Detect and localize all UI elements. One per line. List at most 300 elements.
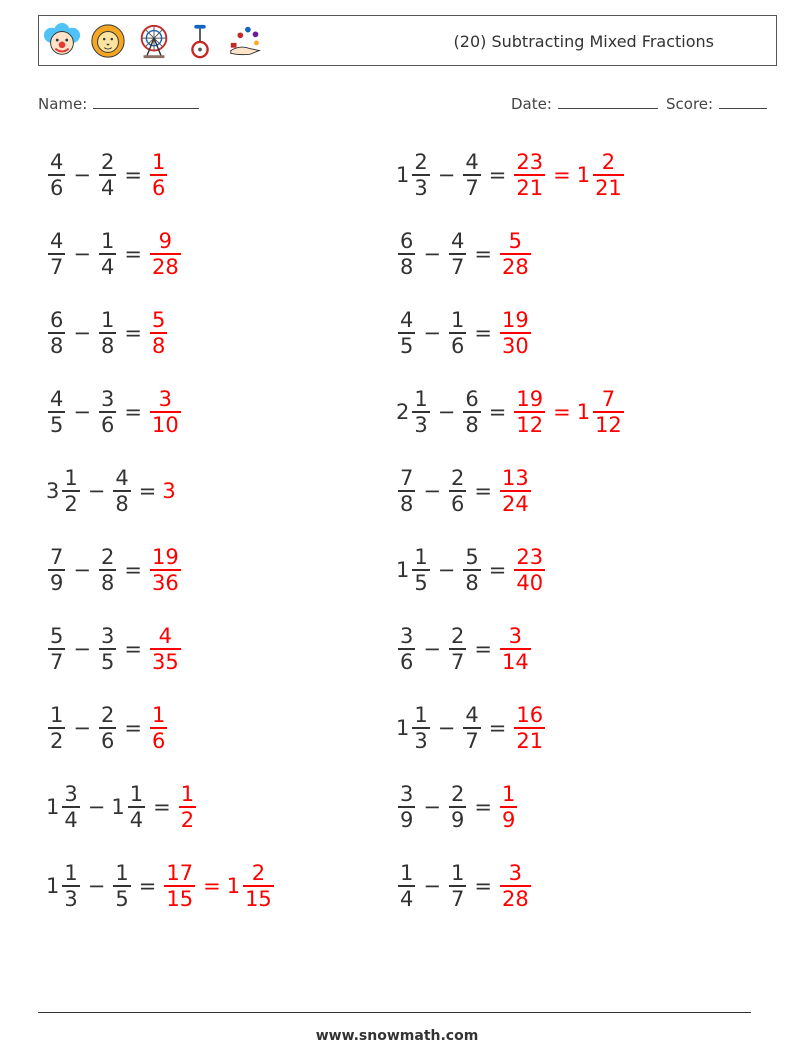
- minuend-numerator: 4: [50, 387, 64, 412]
- subtrahend: [111, 861, 132, 911]
- answer-value-whole: 3: [162, 479, 176, 503]
- answer-value-fraction: [150, 387, 181, 437]
- clown-icon: [43, 22, 81, 60]
- subtrahend-fraction: [463, 150, 480, 200]
- minuend: [46, 782, 82, 832]
- problem-p13: [46, 617, 183, 681]
- answer-value-denominator: 8: [151, 333, 166, 358]
- date-field[interactable]: [511, 92, 658, 114]
- ferris-wheel-icon: [135, 22, 173, 60]
- equals-sign: =: [153, 795, 171, 819]
- answer-value-denominator: 6: [151, 728, 166, 753]
- minus-sign: −: [73, 163, 91, 187]
- problem-p19: [46, 854, 276, 918]
- minus-sign: −: [437, 716, 456, 740]
- answer-value-denominator: 14: [501, 649, 529, 674]
- subtrahend-fraction: [99, 308, 116, 358]
- minuend-fraction: [48, 703, 65, 753]
- subtrahend: [111, 782, 147, 832]
- subtrahend: [447, 229, 468, 279]
- subtrahend-numerator: 1: [450, 861, 465, 886]
- answer-value: [512, 703, 547, 753]
- minuend: [46, 545, 67, 595]
- answer-value-numerator: 3: [158, 387, 173, 412]
- minuend: [46, 703, 67, 753]
- answer-value-denominator: 21: [516, 728, 544, 753]
- subtrahend-denominator: 4: [100, 254, 115, 279]
- date-label: Date:: [511, 95, 552, 113]
- subtrahend-denominator: 6: [450, 491, 465, 516]
- minuend-numerator: 1: [50, 703, 64, 728]
- answer-value-numerator: 1: [180, 782, 195, 807]
- minuend: [396, 466, 417, 516]
- answer-mixed-value-fraction: [593, 150, 624, 200]
- subtrahend-numerator: 5: [465, 545, 479, 570]
- answer-mixed-value-whole: 1: [576, 163, 591, 187]
- subtrahend: [447, 308, 468, 358]
- answer-value: [177, 782, 198, 832]
- subtrahend-numerator: 3: [100, 624, 115, 649]
- answer-value-denominator: 2: [180, 807, 195, 832]
- minuend: [396, 782, 417, 832]
- problem-p12: [396, 538, 547, 602]
- subtrahend: [447, 466, 468, 516]
- subtrahend-numerator: 3: [100, 387, 115, 412]
- subtrahend: [97, 387, 118, 437]
- answer: [498, 229, 533, 279]
- subtrahend-denominator: 7: [450, 886, 465, 911]
- minuend: [46, 308, 67, 358]
- subtrahend: [97, 229, 118, 279]
- subtrahend-denominator: 8: [100, 570, 115, 595]
- subtrahend-fraction: [128, 782, 145, 832]
- name-field[interactable]: [38, 92, 199, 114]
- subtrahend-numerator: 4: [450, 229, 465, 254]
- minuend-whole: 1: [46, 874, 60, 898]
- answer-value-numerator: 23: [516, 545, 544, 570]
- minuend-whole: 1: [396, 163, 410, 187]
- answer-mixed-value-denominator: 15: [245, 886, 272, 911]
- minuend-denominator: 7: [50, 649, 64, 674]
- answer-value-numerator: 19: [516, 387, 544, 412]
- subtrahend-fraction: [449, 861, 466, 911]
- minus-sign: −: [87, 479, 106, 503]
- minuend: [46, 229, 67, 279]
- answer-value: [148, 308, 169, 358]
- answer-mixed-value: [577, 387, 626, 437]
- subtrahend-numerator: 2: [450, 466, 465, 491]
- subtrahend-fraction: [113, 861, 130, 911]
- juggling-icon: [227, 22, 265, 60]
- answer-value-numerator: 13: [501, 466, 529, 491]
- minuend-fraction: [412, 150, 429, 200]
- equals-sign: =: [488, 163, 507, 187]
- equals-sign: =: [474, 242, 492, 266]
- problem-p10: [396, 459, 533, 523]
- minuend: [46, 861, 82, 911]
- worksheet-title: (20) Subtracting Mixed Fractions: [453, 32, 714, 51]
- answer: [512, 703, 547, 753]
- equals-sign: =: [124, 163, 142, 187]
- answer-mixed-value: [577, 150, 626, 200]
- minus-sign: −: [423, 242, 441, 266]
- score-field[interactable]: [666, 92, 767, 114]
- equals-sign: =: [474, 321, 492, 345]
- subtrahend: [461, 703, 482, 753]
- subtrahend-numerator: 6: [465, 387, 479, 412]
- answer-mixed-value-numerator: 7: [601, 387, 616, 412]
- score-label: Score:: [666, 95, 714, 113]
- answer-value-fraction: [500, 229, 531, 279]
- problem-p6: [396, 301, 533, 365]
- answer-value-denominator: 28: [151, 254, 179, 279]
- problem-p14: [396, 617, 533, 681]
- subtrahend-numerator: 1: [100, 308, 115, 333]
- subtrahend-numerator: 2: [450, 782, 465, 807]
- answer-value: [498, 308, 533, 358]
- minuend-denominator: 4: [400, 886, 414, 911]
- subtrahend-denominator: 7: [450, 254, 465, 279]
- subtrahend-numerator: 1: [450, 308, 465, 333]
- answer-value-fraction: [514, 150, 545, 200]
- minus-sign: −: [87, 874, 106, 898]
- subtrahend-fraction: [99, 703, 116, 753]
- minuend-fraction: [412, 703, 429, 753]
- minuend-denominator: 8: [400, 491, 414, 516]
- minuend-numerator: 3: [400, 782, 414, 807]
- answer-value-fraction: [500, 782, 517, 832]
- answer-value: [512, 150, 547, 200]
- answer-value: [498, 861, 533, 911]
- problem-p11: [46, 538, 183, 602]
- subtrahend: [97, 703, 118, 753]
- score-blank[interactable]: [719, 92, 767, 109]
- subtrahend-numerator: 1: [115, 861, 129, 886]
- minuend-fraction: [398, 861, 415, 911]
- minuend-denominator: 8: [400, 254, 414, 279]
- minuend-numerator: 1: [64, 861, 78, 886]
- name-label: Name:: [38, 95, 88, 113]
- answer-value-fraction: [150, 624, 181, 674]
- problem-p16: [396, 696, 547, 760]
- minus-sign: −: [73, 637, 91, 661]
- equals-sign: =: [124, 242, 142, 266]
- problem-p7: [46, 380, 183, 444]
- answer: [498, 624, 533, 674]
- answer-value: [162, 861, 197, 911]
- subtrahend-numerator: 2: [100, 545, 115, 570]
- subtrahend-fraction: [463, 703, 480, 753]
- minus-sign: −: [423, 479, 441, 503]
- answer-value-fraction: [514, 387, 545, 437]
- minuend-fraction: [48, 150, 65, 200]
- minuend-fraction: [398, 624, 415, 674]
- subtrahend: [97, 308, 118, 358]
- answer-value-numerator: 4: [158, 624, 173, 649]
- minus-sign: −: [73, 558, 91, 582]
- answer-equals-sign: =: [553, 400, 571, 424]
- minuend: [396, 308, 417, 358]
- answer-value-denominator: 15: [166, 886, 194, 911]
- minuend-denominator: 8: [50, 333, 64, 358]
- answer-value-numerator: 1: [151, 703, 166, 728]
- answer-value-denominator: 35: [151, 649, 179, 674]
- answer-mixed-value-numerator: 2: [251, 861, 266, 886]
- minuend-whole: 1: [46, 795, 60, 819]
- answer-value-denominator: 9: [501, 807, 516, 832]
- minuend-numerator: 1: [414, 703, 428, 728]
- answer-mixed-value-whole: 1: [576, 400, 591, 424]
- subtrahend: [111, 466, 132, 516]
- subtrahend-fraction: [449, 229, 466, 279]
- minuend-numerator: 7: [400, 466, 414, 491]
- minuend-denominator: 3: [64, 886, 78, 911]
- header-icons: [43, 20, 265, 62]
- answer-mixed-value-fraction: [243, 861, 274, 911]
- subtrahend-denominator: 8: [100, 333, 115, 358]
- name-blank[interactable]: [93, 92, 199, 109]
- minuend: [46, 150, 67, 200]
- minus-sign: −: [87, 795, 106, 819]
- answer-value-denominator: 30: [501, 333, 529, 358]
- answer: [162, 861, 275, 911]
- answer: [512, 545, 547, 595]
- minuend-denominator: 9: [50, 570, 64, 595]
- subtrahend-fraction: [449, 624, 466, 674]
- subtrahend: [97, 624, 118, 674]
- minuend-denominator: 5: [400, 333, 414, 358]
- equals-sign: =: [474, 874, 492, 898]
- minuend-denominator: 7: [50, 254, 64, 279]
- date-blank[interactable]: [558, 92, 658, 109]
- answer-value-numerator: 23: [516, 150, 544, 175]
- answer-value-numerator: 16: [516, 703, 544, 728]
- answer-value: [512, 387, 547, 437]
- minuend-fraction: [412, 387, 429, 437]
- answer-mixed-value-denominator: 21: [595, 175, 622, 200]
- minuend-fraction: [398, 466, 415, 516]
- subtrahend: [97, 545, 118, 595]
- answer-value-fraction: [150, 308, 167, 358]
- minuend-numerator: 6: [400, 229, 414, 254]
- answer-value: [148, 703, 169, 753]
- minuend-denominator: 5: [414, 570, 428, 595]
- subtrahend-denominator: 4: [129, 807, 144, 832]
- problem-p9: [46, 459, 177, 523]
- minuend-numerator: 7: [50, 545, 64, 570]
- answer-value-fraction: [500, 624, 531, 674]
- minuend-fraction: [412, 545, 429, 595]
- minus-sign: −: [423, 874, 441, 898]
- answer-value-fraction: [150, 150, 167, 200]
- subtrahend-fraction: [99, 150, 116, 200]
- answer-value-denominator: 28: [501, 254, 529, 279]
- answer-mixed-value-fraction: [593, 387, 624, 437]
- subtrahend-fraction: [463, 387, 480, 437]
- answer-value: [498, 782, 519, 832]
- minus-sign: −: [423, 321, 441, 345]
- minuend-numerator: 6: [50, 308, 64, 333]
- lion-icon: [89, 22, 127, 60]
- subtrahend-fraction: [99, 387, 116, 437]
- minuend-denominator: 4: [64, 807, 78, 832]
- minuend: [396, 861, 417, 911]
- minuend-fraction: [398, 782, 415, 832]
- minuend-whole: 2: [396, 400, 410, 424]
- answer-value-fraction: [500, 861, 531, 911]
- minuend-denominator: 9: [400, 807, 414, 832]
- answer-value-numerator: 17: [166, 861, 194, 886]
- equals-sign: =: [124, 637, 142, 661]
- equals-sign: =: [474, 637, 492, 661]
- equals-sign: =: [138, 874, 157, 898]
- minuend-fraction: [48, 624, 65, 674]
- answer-value-fraction: [514, 703, 545, 753]
- minus-sign: −: [73, 321, 91, 345]
- subtrahend-denominator: 8: [465, 570, 479, 595]
- minuend-denominator: 5: [50, 412, 64, 437]
- answer-value: [148, 229, 183, 279]
- minus-sign: −: [73, 716, 91, 740]
- problem-p5: [46, 301, 169, 365]
- subtrahend: [447, 861, 468, 911]
- subtrahend-denominator: 7: [465, 728, 479, 753]
- answer-mixed-value-whole: 1: [226, 874, 241, 898]
- problem-p2: [396, 143, 626, 207]
- minuend-fraction: [48, 545, 65, 595]
- answer: [498, 782, 519, 832]
- answer-value-denominator: 40: [516, 570, 544, 595]
- answer-value-fraction: [164, 861, 195, 911]
- answer-value: [148, 624, 183, 674]
- answer-value: [512, 545, 547, 595]
- footer-url: www.snowmath.com: [315, 1028, 479, 1044]
- equals-sign: =: [124, 321, 142, 345]
- minuend-numerator: 1: [414, 545, 428, 570]
- answer: [148, 308, 169, 358]
- equals-sign: =: [488, 716, 507, 740]
- answer-value: [148, 150, 169, 200]
- problem-p1: [46, 143, 169, 207]
- subtrahend-fraction: [463, 545, 480, 595]
- worksheet-header: [38, 15, 777, 66]
- minus-sign: −: [73, 400, 91, 424]
- answer: [177, 782, 198, 832]
- subtrahend: [461, 150, 482, 200]
- problem-p3: [46, 222, 183, 286]
- minuend-numerator: 3: [400, 624, 414, 649]
- answer-value-numerator: 3: [508, 861, 523, 886]
- equals-sign: =: [124, 400, 142, 424]
- answer-value-numerator: 19: [501, 308, 529, 333]
- minuend-whole: 1: [396, 558, 410, 582]
- equals-sign: =: [124, 716, 142, 740]
- answer-value-denominator: 24: [501, 491, 529, 516]
- minuend-fraction: [62, 782, 79, 832]
- problem-p20: [396, 854, 533, 918]
- minus-sign: −: [437, 400, 456, 424]
- minuend-fraction: [398, 229, 415, 279]
- answer-value-fraction: [500, 466, 531, 516]
- answer-equals-sign: =: [203, 874, 221, 898]
- answer: [498, 308, 533, 358]
- answer: [148, 229, 183, 279]
- subtrahend: [447, 624, 468, 674]
- minuend-numerator: 4: [50, 150, 64, 175]
- minus-sign: −: [437, 558, 456, 582]
- subtrahend-numerator: 4: [465, 150, 479, 175]
- subtrahend: [461, 387, 482, 437]
- answer: [498, 466, 533, 516]
- minuend: [46, 624, 67, 674]
- subtrahend-denominator: 9: [450, 807, 465, 832]
- answer-value-fraction: [500, 308, 531, 358]
- answer-value-numerator: 5: [508, 229, 523, 254]
- subtrahend-fraction: [449, 308, 466, 358]
- problem-p17: [46, 775, 198, 839]
- answer: [148, 703, 169, 753]
- equals-sign: =: [474, 795, 492, 819]
- unicycle-icon: [181, 22, 219, 60]
- subtrahend-fraction: [449, 466, 466, 516]
- minuend-fraction: [62, 861, 79, 911]
- subtrahend: [447, 782, 468, 832]
- subtrahend-numerator: 2: [450, 624, 465, 649]
- answer-value-fraction: [514, 545, 545, 595]
- minuend-denominator: 6: [50, 175, 64, 200]
- answer-value-denominator: 12: [516, 412, 544, 437]
- answer-value: [498, 466, 533, 516]
- subtrahend-denominator: 7: [450, 649, 465, 674]
- answer-value: [148, 387, 183, 437]
- minuend-numerator: 5: [50, 624, 64, 649]
- minuend-denominator: 2: [64, 491, 78, 516]
- minuend-numerator: 1: [64, 466, 78, 491]
- answer-value-fraction: [179, 782, 196, 832]
- minuend-numerator: 4: [400, 308, 414, 333]
- minuend-denominator: 6: [400, 649, 414, 674]
- answer-value: [498, 624, 533, 674]
- minuend-numerator: 1: [414, 387, 428, 412]
- minus-sign: −: [423, 795, 441, 819]
- answer-value-numerator: 3: [508, 624, 523, 649]
- subtrahend-denominator: 8: [465, 412, 479, 437]
- answer: [512, 387, 625, 437]
- answer-value-fraction: [150, 703, 167, 753]
- minuend: [396, 624, 417, 674]
- subtrahend-denominator: 8: [115, 491, 129, 516]
- minuend-fraction: [48, 308, 65, 358]
- minuend-numerator: 3: [64, 782, 78, 807]
- minuend-denominator: 3: [414, 175, 428, 200]
- answer-value-denominator: 36: [151, 570, 179, 595]
- answer: [148, 387, 183, 437]
- answer-value-denominator: 21: [516, 175, 544, 200]
- answer: [162, 479, 176, 503]
- answer-value: [162, 479, 176, 503]
- equals-sign: =: [488, 558, 507, 582]
- minuend-numerator: 4: [50, 229, 64, 254]
- subtrahend-fraction: [99, 545, 116, 595]
- subtrahend-denominator: 5: [100, 649, 115, 674]
- problem-p18: [396, 775, 519, 839]
- subtrahend-denominator: 4: [100, 175, 115, 200]
- answer-value-numerator: 9: [158, 229, 173, 254]
- equals-sign: =: [124, 558, 142, 582]
- problem-p4: [396, 222, 533, 286]
- answer-value-fraction: [150, 229, 181, 279]
- answer-mixed-value: [227, 861, 276, 911]
